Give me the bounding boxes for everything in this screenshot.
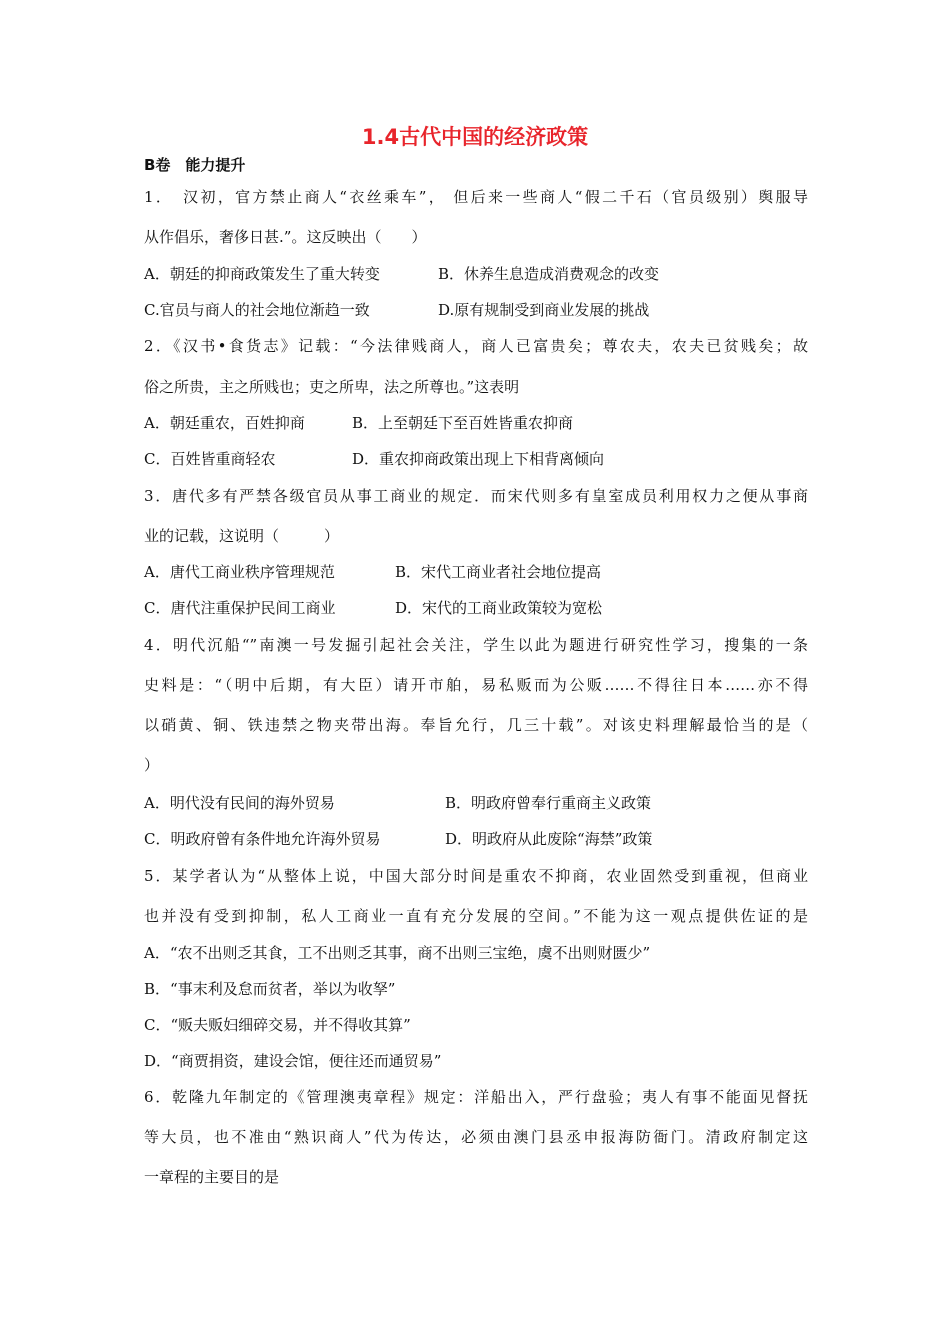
question-5-option-b: B．“事末利及怠而贫者，举以为收孥” [144, 980, 396, 998]
question-6-line-3: 一章程的主要目的是 [144, 1168, 280, 1186]
question-4-option-c: C．明政府曾有条件地允许海外贸易 [144, 830, 381, 848]
question-2-line-1: 2．《汉书•食货志》记载：“今法律贱商人，商人已富贵矣；尊农夫，农夫已贫贱矣；故 [144, 337, 808, 355]
question-5-option-a: A．“农不出则乏其食，工不出则乏其事，商不出则三宝绝，虞不出则财匮少” [144, 944, 651, 962]
question-4-line-4: ） [144, 756, 160, 774]
question-1-line-2: 从作倡乐，奢侈日甚.”。这反映出（ ） [144, 228, 427, 246]
question-3-line-1: 3．唐代多有严禁各级官员从事工商业的规定．而宋代则多有皇室成员利用权力之便从事商 [144, 487, 808, 505]
question-5-line-2: 也并没有受到抑制，私人工商业一直有充分发展的空间。”不能为这一观点提供佐证的是 [144, 907, 808, 925]
question-1-option-c: C.官员与商人的社会地位渐趋一致 [144, 301, 370, 319]
question-2-option-c: C．百姓皆重商轻农 [144, 450, 276, 468]
question-4-option-b: B．明政府曾奉行重商主义政策 [445, 794, 652, 812]
question-6-line-1: 6．乾隆九年制定的《管理澳夷章程》规定：洋船出入，严行盘验；夷人有事不能面见督抚 [144, 1088, 808, 1106]
question-4-line-1: 4．明代沉船“”南澳一号发掘引起社会关注，学生以此为题进行研究性学习，搜集的一条 [144, 636, 808, 654]
question-1-option-a: A．朝廷的抑商政策发生了重大转变 [144, 265, 380, 283]
question-5-option-d: D．“商贾捐资，建设会馆，便往还而通贸易” [144, 1052, 442, 1070]
question-3-option-c: C．唐代注重保护民间工商业 [144, 599, 336, 617]
page-title: 1.4古代中国的经济政策 [361, 125, 589, 149]
question-4-option-a: A．明代没有民间的海外贸易 [144, 794, 335, 812]
section-heading: B卷 能力提升 [144, 156, 246, 174]
question-1-option-d: D.原有规制受到商业发展的挑战 [438, 301, 650, 319]
question-1-line-1: 1． 汉初，官方禁止商人“衣丝乘车”， 但后来一些商人“假二千石（官员级别）舆服导 [144, 188, 808, 206]
question-2-line-2: 俗之所贵，主之所贱也；吏之所卑，法之所尊也。”这表明 [144, 378, 520, 396]
question-1-option-b: B．休养生息造成消费观念的改变 [438, 265, 660, 283]
question-4-line-3: 以硝黄、铜、铁违禁之物夹带出海。奉旨允行，几三十载”。对该史料理解最恰当的是（ [144, 716, 808, 734]
question-2-option-a: A．朝廷重农，百姓抑商 [144, 414, 305, 432]
question-2-option-b: B．上至朝廷下至百姓皆重农抑商 [352, 414, 574, 432]
question-2-option-d: D．重农抑商政策出现上下相背离倾向 [352, 450, 605, 468]
question-4-option-d: D．明政府从此废除“海禁”政策 [445, 830, 653, 848]
question-4-line-2: 史料是：“（明中后期，有大臣）请开市舶，易私贩而为公贩……不得往日本……亦不得 [144, 676, 808, 694]
question-6-line-2: 等大员，也不准由“熟识商人”代为传达，必须由澳门县丞申报海防衙门。清政府制定这 [144, 1128, 808, 1146]
question-3-option-d: D．宋代的工商业政策较为宽松 [395, 599, 603, 617]
question-5-option-c: C．“贩夫贩妇细碎交易，并不得收其算” [144, 1016, 411, 1034]
question-5-line-1: 5．某学者认为“从整体上说，中国大部分时间是重农不抑商，农业固然受到重视，但商业 [144, 867, 808, 885]
question-3-option-a: A．唐代工商业秩序管理规范 [144, 563, 335, 581]
question-3-line-2: 业的记载，这说明（ ） [144, 527, 340, 545]
question-3-option-b: B．宋代工商业者社会地位提高 [395, 563, 602, 581]
